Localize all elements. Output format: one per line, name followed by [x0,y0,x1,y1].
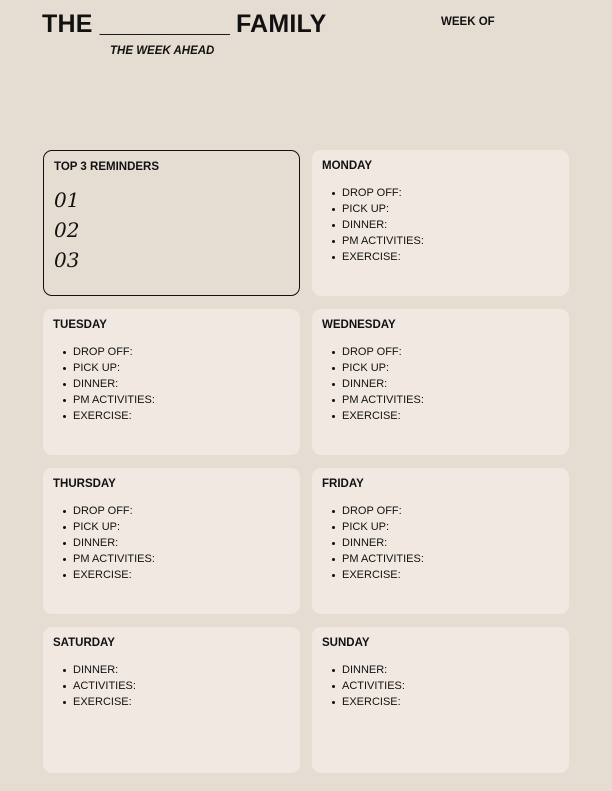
list-item: DINNER: [63,662,290,678]
list-item: DROP OFF: [332,503,559,519]
day-card-sunday [312,627,569,773]
list-item: ACTIVITIES: [332,678,559,694]
reminder-number: 02 [54,218,80,242]
day-title: THURSDAY [53,478,116,490]
list-item: DINNER: [63,535,290,551]
list-item: DROP OFF: [63,344,290,360]
day-list [322,662,559,710]
list-item: DROP OFF: [332,344,559,360]
day-title: MONDAY [322,160,373,172]
list-item: PM ACTIVITIES: [332,551,559,567]
day-card-saturday [43,627,300,773]
day-card-thursday [43,468,300,614]
list-item: PICK UP: [63,519,290,535]
day-list [322,344,559,424]
page-subtitle: THE WEEK AHEAD [110,45,215,57]
day-card-tuesday [43,309,300,455]
day-title: SUNDAY [322,637,370,649]
day-card-wednesday [312,309,569,455]
day-title: WEDNESDAY [322,319,396,331]
list-item: PICK UP: [332,360,559,376]
list-item: DROP OFF: [63,503,290,519]
week-of-label: WEEK OF [441,16,495,28]
day-title: TUESDAY [53,319,107,331]
day-list [322,185,559,265]
day-list [53,503,290,583]
list-item: EXERCISE: [332,694,559,710]
reminders-title: TOP 3 REMINDERS [54,161,160,173]
list-item: PICK UP: [332,519,559,535]
list-item: EXERCISE: [332,567,559,583]
list-item: ACTIVITIES: [63,678,290,694]
day-card-monday [312,150,569,296]
list-item: DINNER: [332,662,559,678]
list-item: EXERCISE: [63,567,290,583]
list-item: PM ACTIVITIES: [63,551,290,567]
title-the: THE [42,10,93,38]
list-item: PM ACTIVITIES: [63,392,290,408]
list-item: EXERCISE: [63,694,290,710]
list-item: PM ACTIVITIES: [332,233,559,249]
list-item: EXERCISE: [332,249,559,265]
list-item: PICK UP: [332,201,559,217]
list-item: DINNER: [332,535,559,551]
list-item: DROP OFF: [332,185,559,201]
day-title: FRIDAY [322,478,364,490]
reminders-card [43,150,300,296]
list-item: DINNER: [63,376,290,392]
list-item: DINNER: [332,376,559,392]
day-title: SATURDAY [53,637,115,649]
list-item: DINNER: [332,217,559,233]
reminder-number: 03 [54,248,80,272]
day-list [322,503,559,583]
day-card-friday [312,468,569,614]
list-item: PM ACTIVITIES: [332,392,559,408]
reminders-list [54,185,289,275]
list-item: EXERCISE: [332,408,559,424]
day-list [53,344,290,424]
family-name-blank: __________ [99,10,229,38]
day-list [53,662,290,710]
title-family: FAMILY [235,10,327,38]
list-item: EXERCISE: [63,408,290,424]
list-item: PICK UP: [63,360,290,376]
page-title [42,10,327,39]
reminder-number: 01 [54,188,80,212]
